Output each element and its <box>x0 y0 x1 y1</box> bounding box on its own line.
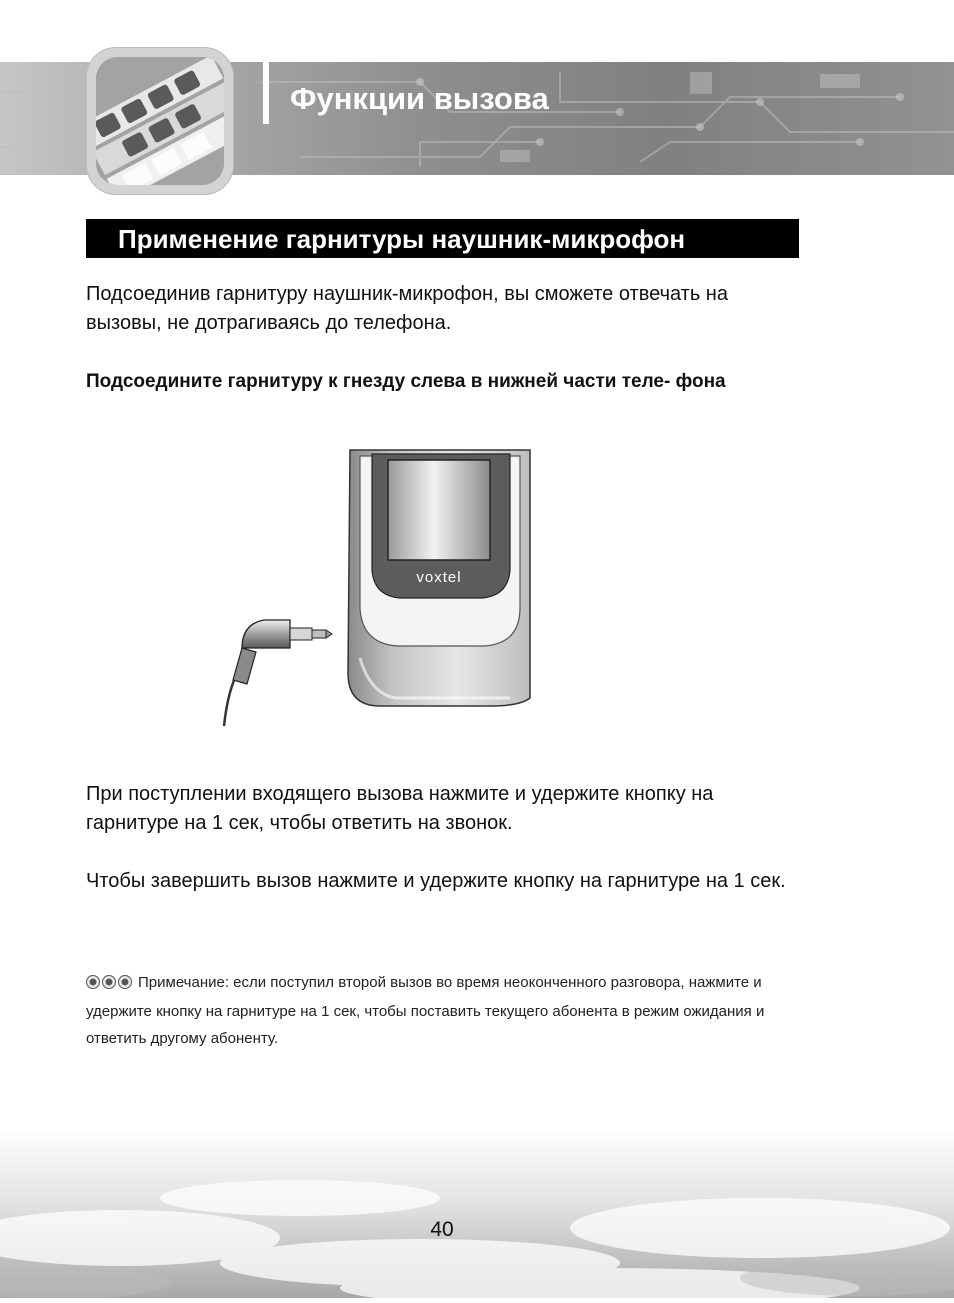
answer-call-paragraph: При поступлении входящего вызова нажмите и удержите кнопку на гарнитуре на 1 сек, чтобы ответить на звонок. <box>86 783 714 834</box>
instruction-paragraph: Подсоедините гарнитуру к гнезду слева в нижней части теле- фона <box>86 371 726 392</box>
intro-paragraph: Подсоединив гарнитуру наушник-микрофон, вы сможете отвечать на вызовы, не дотрагиваясь до телефона. <box>86 283 728 334</box>
section-title-bar <box>86 219 799 258</box>
keypad-photo <box>96 57 224 185</box>
chapter-thumbnail <box>86 47 234 195</box>
page-number: 40 <box>430 1218 454 1241</box>
header-divider <box>263 62 269 124</box>
phone-body <box>348 450 530 706</box>
headset-plug <box>224 620 332 726</box>
end-call-paragraph: Чтобы завершить вызов нажмите и удержите кнопку на гарнитуре на 1 сек. <box>86 870 786 892</box>
phone-brand-label: voxtel <box>416 569 462 586</box>
three-dots-note-icon <box>86 971 134 998</box>
note-paragraph <box>86 969 802 1052</box>
chapter-title: Функции вызова <box>290 81 549 116</box>
footer-cloud-background <box>0 1128 954 1298</box>
section-title: Применение гарнитуры наушник-микрофон <box>118 224 686 254</box>
headset-connection-illustration <box>220 448 540 728</box>
note-text: Примечание: если поступил второй вызов во время неоконченного разговора, нажмите и удержите кнопку на гарнитуре на 1 сек, чтобы поставить текущего абонента в режим ожидания и ответить другому абоненту. <box>86 974 765 1047</box>
